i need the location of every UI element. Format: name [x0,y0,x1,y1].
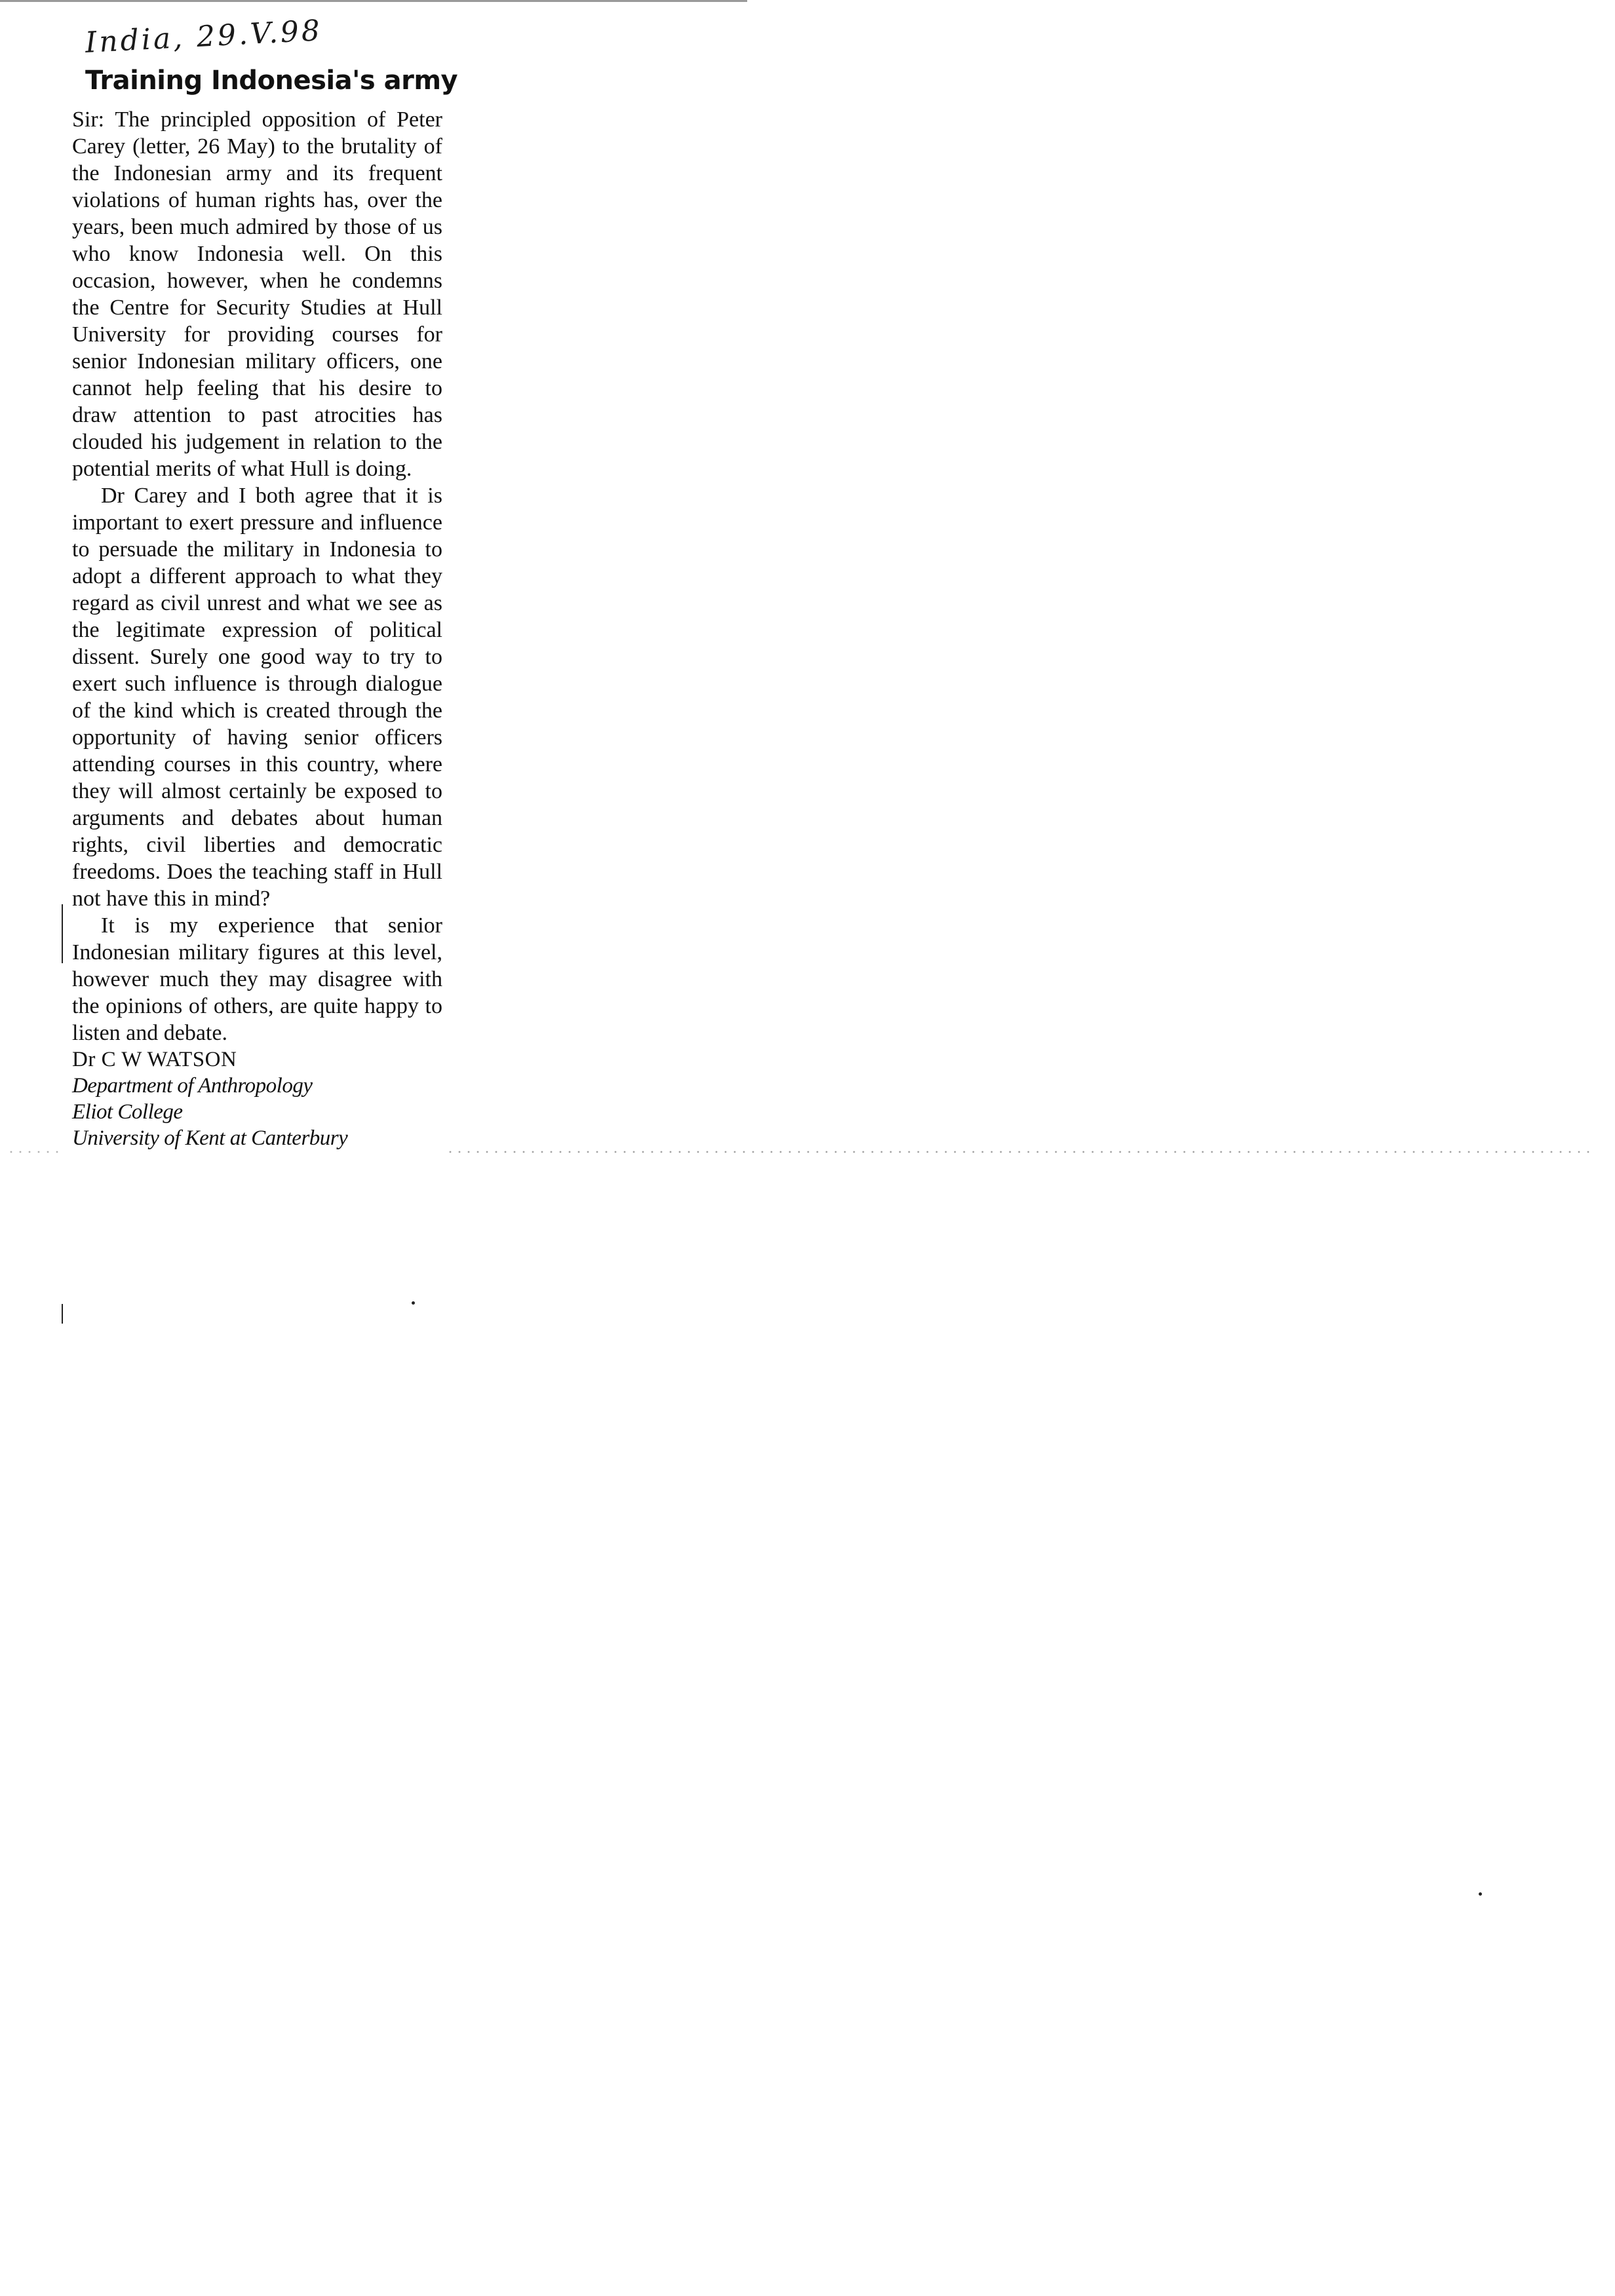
letter-paragraph: Dr Carey and I both agree that it is important to exert pressure and influence to persuade the military in Indonesia to adopt a different approach to what they regard as civil unrest and what we see as the legitimate expression of political dissent. Surely one good way to try to exert such influence is through dialogue of the kind which is created through the opportunity of having senior officers attending courses in this country, where they will almost certainly be exposed to arguments and debates about human rights, civil liberties and democratic freedoms. Does the teaching staff in Hull not have this in mind? [72,484,442,911]
letter-paragraph: Sir: The principled opposition of Peter Carey (letter, 26 May) to the brutality of the Indonesian army and its frequent violations of human rights has, over the years, been much admired by those of us who know Indonesia well. On this occasion, however, when he condemns the Centre for Security Studies at Hull University for providing courses for senior Indonesian military officers, one cannot help feeling that his desire to draw attention to past atrocities has clouded his judgement in relation to the potential merits of what Hull is doing. [72,107,442,481]
newspaper-letter-clipping [72,66,458,1151]
scan-dust-mark [1479,1892,1482,1896]
author-department: Department of Anthropology [72,1074,313,1098]
scan-top-edge [0,0,747,2]
scan-speckle [7,1149,59,1155]
letter-body [72,106,442,1046]
author-college: Eliot College [72,1100,183,1124]
clipping-cut-edge [62,1304,63,1324]
clipping-cut-edge [62,904,63,963]
author-university: University of Kent at Canterbury [72,1126,348,1150]
letter-headline: Training Indonesia's army [85,66,458,96]
handwritten-date-note: India, 29.V.98 [84,14,324,60]
author-name: Dr C W WATSON [72,1048,237,1071]
scan-dust-mark [412,1301,415,1305]
letter-signature [72,1046,442,1151]
letter-paragraph: It is my experience that senior Indonesian military figures at this level, however much they may disagree with the opinions of others, are quite happy to listen and debate. [72,913,442,1045]
scan-speckle [446,1149,1593,1155]
